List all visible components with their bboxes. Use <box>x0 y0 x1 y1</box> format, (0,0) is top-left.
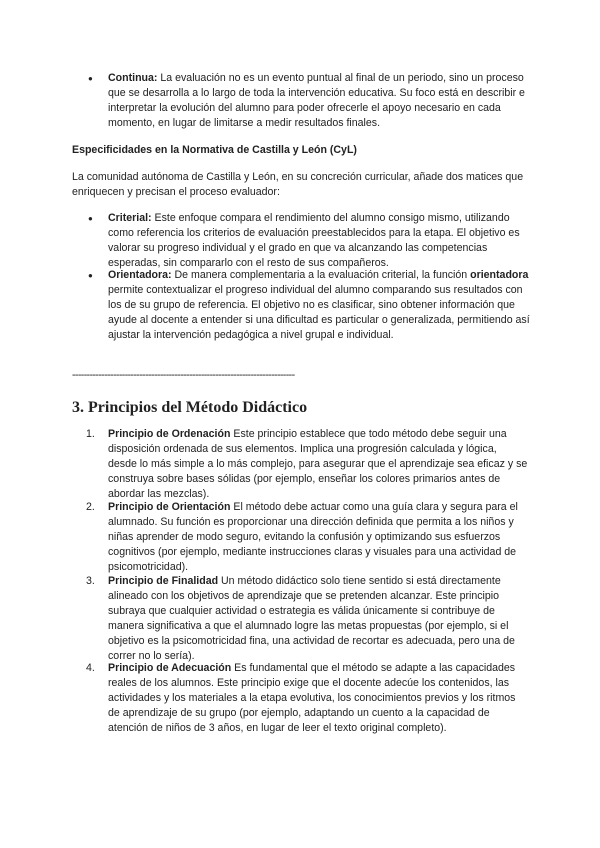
list-item-text: El método debe actuar como una guía clara y segura para el alumnado. Su función es proporcionar una dirección definida que permita a los niños y niñas aprender de modo seguro, evitando la confusión y optimizando sus esfuerzos cognitivos (por ejemplo, mediante instrucciones claras y visuales para una actividad de psicomotricidad). <box>108 501 518 573</box>
bullet-orientadora <box>108 268 533 343</box>
bullet-text: La evaluación no es un evento puntual al final de un periodo, sino un proceso que se desarrolla a lo largo de toda la intervención educativa. Su foco está en describir e interpretar la evolución del alumno para poder ofrecerle el apoyo necesario en cada momento, en lugar de limitarse a medir resultados finales. <box>108 72 525 129</box>
intro-paragraph: La comunidad autónoma de Castilla y León, en su concreción curricular, añade dos matices que enriquecen y precisan el proceso evaluador: <box>72 171 524 198</box>
bullet-label: Criterial: <box>108 212 152 224</box>
section-title: 3. Principios del Método Didáctico <box>72 399 308 416</box>
list-item-label: Principio de Ordenación <box>108 428 231 440</box>
list-item <box>86 661 528 736</box>
section-heading-cyl: Especificidades en la Normativa de Castilla y León (CyL) <box>72 144 357 156</box>
bullet-continua <box>108 71 533 131</box>
bullet-inline-label: orientadora <box>470 269 529 281</box>
list-item <box>86 500 528 575</box>
divider-line: ---------------------------------------------------------------------------- <box>72 369 295 381</box>
bullet-text: permite contextualizar el progreso individual del alumno comparando sus resultados con los de su grupo de referencia. El objetivo no es clasificar, sino obtener información que ayude al docente a entender si una dificultad es particular o generalizada, permitiendo así ajustar la intervención pedagógica a nivel grupal e individual. <box>108 284 530 341</box>
bullet-label: Orientadora: <box>108 269 172 281</box>
bullet-criterial <box>108 211 533 271</box>
bullet-text: De manera complementaria a la evaluación criterial, la función <box>171 269 471 281</box>
list-item <box>86 427 528 502</box>
list-number: 3. <box>86 575 95 587</box>
list-item <box>86 574 528 664</box>
list-item-label: Principio de Adecuación <box>108 662 232 674</box>
list-item-text: Un método didáctico solo tiene sentido si está directamente alineado con los objetivos de aprendizaje que se pretenden alcanzar. Este principio subraya que cualquier actividad o estrategia es válida únicamente si contribuye de manera significativa a que el alumnado logre las metas propuestas (por ejemplo, si el objetivo es la psicomotricidad fina, una actividad de recortar es adecuada, pero una de correr no lo sería). <box>108 575 515 662</box>
bullet-text: Este enfoque compara el rendimiento del alumno consigo mismo, utilizando como referencia los criterios de evaluación preestablecidos para la etapa. El objetivo es valorar su progreso individual y el grado en que va alcanzando las competencias esperadas, sin compararlo con el resto de sus compañeros. <box>108 212 520 269</box>
list-number: 1. <box>86 428 95 440</box>
list-item-label: Principio de Orientación <box>108 501 231 513</box>
bullet-label: Continua: <box>108 72 158 84</box>
list-item-label: Principio de Finalidad <box>108 575 219 587</box>
list-number: 2. <box>86 501 95 513</box>
list-item-text: Este principio establece que todo método debe seguir una disposición ordenada de sus elementos. Implica una progresión calculada y lógica, desde lo más simple a lo más complejo, para asegurar que el aprendizaje sea eficaz y se construya sobre bases sólidas (por ejemplo, enseñar los colores primarios antes de abordar las mezclas). <box>108 428 528 500</box>
list-item-text: Es fundamental que el método se adapte a las capacidades reales de los alumnos. Este principio exige que el docente adecúe los contenidos, las actividades y los materiales a la etapa evolutiva, los conocimientos previos y los ritmos de aprendizaje de su grupo (por ejemplo, adaptando un cuento a la capacidad de atención de niños de 3 años, en lugar de leer el texto original completo). <box>108 662 516 734</box>
list-number: 4. <box>86 662 95 674</box>
